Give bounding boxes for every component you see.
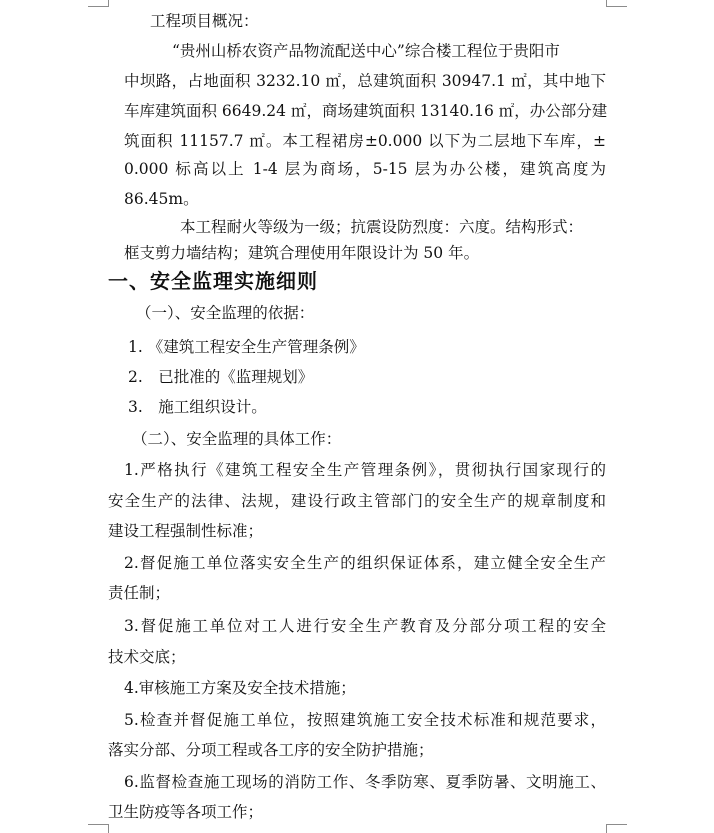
work-line-12: 卫生防疫等各项工作； bbox=[108, 803, 264, 821]
overview-line-4: 筑面积 11157.7 ㎡。本工程裙房±0.000 以下为二层地下车库，± bbox=[124, 132, 606, 150]
work-heading: （二）、安全监理的具体工作： bbox=[132, 430, 342, 448]
crop-mark-top-right bbox=[606, 0, 627, 7]
work-line-9: 5.检查并督促施工单位，按照建筑施工安全技术标准和规范要求， bbox=[124, 711, 606, 729]
overview-line-1: “贵州山桥农资产品物流配送中心”综合楼工程位于贵阳市 bbox=[172, 42, 560, 60]
overview-line-3: 车库建筑面积 6649.24 ㎡，商场建筑面积 13140.16 ㎡，办公部分建 bbox=[124, 102, 608, 120]
work-line-3: 建设工程强制性标准； bbox=[108, 522, 264, 540]
work-line-10: 落实分部、分项工程或各工序的安全防护措施； bbox=[108, 741, 434, 759]
work-line-6: 3.督促施工单位对工人进行安全生产教育及分部分项工程的安全 bbox=[124, 617, 606, 635]
overview-heading: 工程项目概况： bbox=[150, 12, 259, 30]
basis-item-3: 3. 施工组织设计。 bbox=[128, 398, 267, 416]
basis-heading: （一）、安全监理的依据： bbox=[136, 304, 315, 322]
overview-line-6: 86.45m。 bbox=[124, 190, 199, 208]
work-line-7: 技术交底； bbox=[108, 648, 186, 666]
work-line-5: 责任制； bbox=[108, 584, 171, 602]
section-title: 一、安全监理实施细则 bbox=[108, 269, 318, 293]
work-line-8: 4.审核施工方案及安全技术措施； bbox=[124, 679, 356, 697]
overview-line-5: 0.000 标高以上 1-4 层为商场，5-15 层为办公楼，建筑高度为 bbox=[124, 160, 606, 178]
fire-line-2: 框支剪力墙结构；建筑合理使用年限设计为 50 年。 bbox=[124, 244, 480, 262]
basis-item-1: 1. 《建筑工程安全生产管理条例》 bbox=[128, 338, 365, 356]
work-line-4: 2.督促施工单位落实安全生产的组织保证体系，建立健全安全生产 bbox=[124, 554, 606, 572]
basis-item-2: 2. 已批准的《监理规划》 bbox=[128, 368, 314, 386]
fire-line-1: 本工程耐火等级为一级；抗震设防烈度：六度。结构形式： bbox=[180, 218, 584, 236]
work-line-11: 6.监督检查施工现场的消防工作、冬季防寒、夏季防暑、文明施工、 bbox=[124, 773, 606, 791]
work-line-2: 安全生产的法律、法规，建设行政主管部门的安全生产的规章制度和 bbox=[108, 492, 606, 510]
work-line-1: 1.严格执行《建筑工程安全生产管理条例》，贯彻执行国家现行的 bbox=[124, 461, 606, 479]
crop-mark-top-left bbox=[88, 0, 109, 7]
overview-line-2: 中坝路，占地面积 3232.10 ㎡，总建筑面积 30947.1 ㎡，其中地下 bbox=[124, 72, 606, 90]
